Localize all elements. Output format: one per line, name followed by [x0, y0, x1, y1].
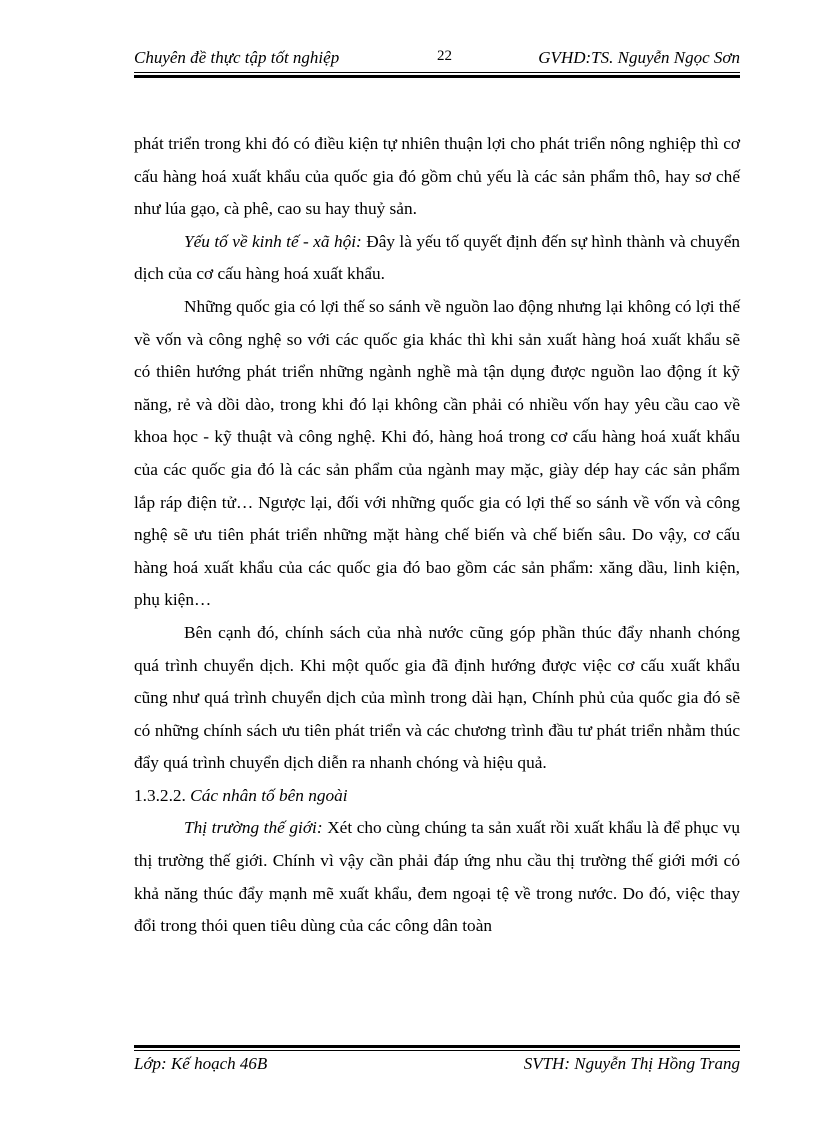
footer-rule-thin — [134, 1050, 740, 1051]
footer-class: Lớp: Kế hoạch 46B — [134, 1054, 268, 1073]
header-rule-thin — [134, 72, 740, 73]
page-header — [134, 48, 740, 70]
header-rule-thick — [134, 75, 740, 78]
paragraph-5-label: Thị trường thế giới: — [184, 818, 323, 838]
header-advisor: GVHD:TS. Nguyễn Ngọc Sơn — [538, 48, 740, 67]
paragraph-2-text: Đây là yếu tố quyết định đến sự hình thành và chuyển dịch của cơ cấu hàng hoá xuất khẩu. — [134, 231, 741, 284]
section-title: Các nhân tố bên ngoài — [190, 785, 348, 805]
document-body — [134, 128, 740, 943]
paragraph-5-text: Xét cho cùng chúng ta sản xuất rồi xuất khẩu là để phục vụ thị trường thế giới. Chính vì vậy cần phải đáp ứng nhu cầu thị trường thế giới mới có khả năng thúc đẩy mạnh mẽ xuất khẩu, đem ngoại tệ về trong nước. Do đó, việc thay đổi trong thói quen tiêu dùng của các công dân toàn — [134, 818, 740, 936]
paragraph-3: Những quốc gia có lợi thế so sánh về nguồn lao động nhưng lại không có lợi thế về vốn và công nghệ so với các quốc gia khác thì khi sản xuất hàng hoá xuất khẩu sẽ có thiên hướng phát triển những ngành nghề mà tận dụng được nguồn lao động ít kỹ năng, rẻ và dồi dào, trong khi đó lại không cần phải có nhiều vốn hay yêu cầu cao về khoa học - kỹ thuật và công nghệ. Khi đó, hàng hoá trong cơ cấu hàng hoá xuất khẩu của các quốc gia đó là các sản phẩm của ngành may mặc, giày dép hay các sản phẩm lắp ráp điện tử… Ngược lại, đối với những quốc gia có lợi thế so sánh về vốn và công nghệ sẽ ưu tiên phát triển những mặt hàng chế biến và chế biến sâu. Do vậy, cơ cấu hàng hoá xuất khẩu của các quốc gia đó bao gồm các sản phẩm: xăng dầu, linh kiện, phụ kiện… — [134, 296, 740, 610]
page-footer — [134, 1054, 740, 1078]
paragraph-5 — [134, 812, 740, 942]
footer-rule-thick — [134, 1045, 740, 1048]
section-number: 1.3.2.2. — [134, 785, 186, 805]
paragraph-4: Bên cạnh đó, chính sách của nhà nước cũng góp phần thúc đẩy nhanh chóng quá trình chuyển dịch. Khi một quốc gia đã định hướng được việc cơ cấu xuất khẩu cũng như quá trình chuyển dịch của mình trong dài hạn, Chính phủ của quốc gia đó sẽ có những chính sách ưu tiên phát triển và các chương trình đầu tư phát triển nhằm thúc đẩy quá trình chuyển dịch diễn ra nhanh chóng và hiệu quả. — [134, 622, 740, 773]
paragraph-2-label: Yếu tố về kinh tế - xã hội: — [184, 231, 362, 251]
paragraph-1: phát triển trong khi đó có điều kiện tự nhiên thuận lợi cho phát triển nông nghiệp thì cơ cấu hàng hoá xuất khẩu của quốc gia đó gồm chủ yếu là các sản phẩm thô, hay sơ chế như lúa gạo, cà phê, cao su hay thuỷ sản. — [134, 134, 740, 219]
footer-student: SVTH: Nguyễn Thị Hồng Trang — [523, 1054, 740, 1073]
page-number: 22 — [437, 48, 452, 64]
paragraph-2 — [134, 226, 740, 291]
section-heading — [134, 780, 740, 813]
header-title: Chuyên đề thực tập tốt nghiệp — [134, 48, 340, 67]
